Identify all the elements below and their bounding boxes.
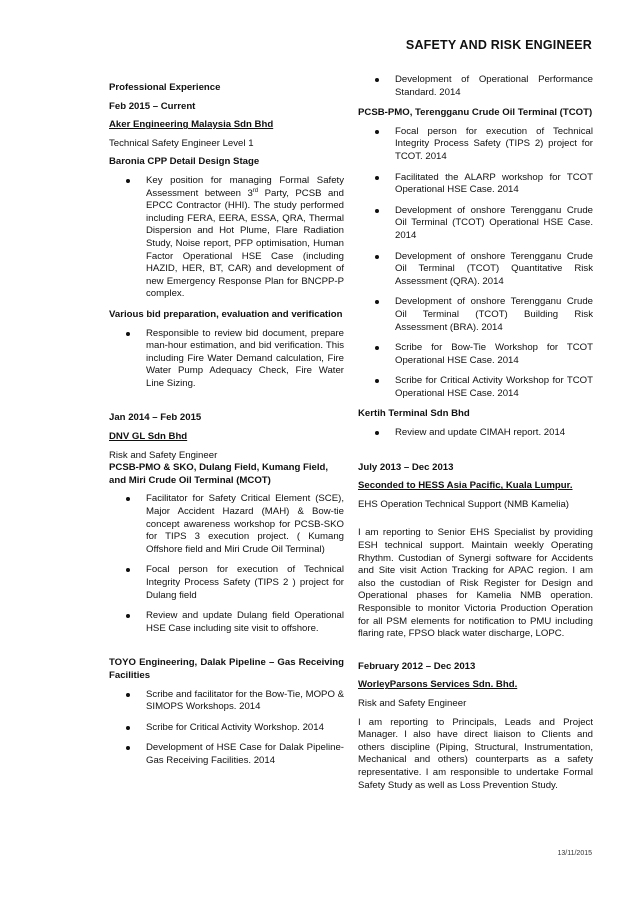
bullet-icon bbox=[126, 497, 130, 501]
project-title: TOYO Engineering, Dalak Pipeline – Gas Receiving Facilities bbox=[109, 657, 344, 681]
list-item-text: Development of Operational Performance Standard. 2014 bbox=[395, 74, 593, 98]
list-item bbox=[358, 126, 593, 164]
list-item-text: Responsible to review bid document, prepare man-hour estimation, and bid verification. This including Fire Water Demand calculation, Fire Water Pump Adequacy Check, Fire Water Line Sizing. bbox=[146, 327, 344, 389]
project-title: PCSB-PMO, Terengganu Crude Oil Terminal (TCOT) bbox=[358, 107, 593, 119]
list-item bbox=[358, 74, 593, 99]
project-title: Baronia CPP Detail Design Stage bbox=[109, 156, 260, 168]
list-item-text: Scribe for Critical Activity Workshop. 2014 bbox=[146, 721, 324, 733]
bullet-icon bbox=[375, 346, 379, 350]
bullet-icon bbox=[126, 568, 130, 572]
job-period: Jan 2014 – Feb 2015 bbox=[109, 412, 202, 424]
list-item bbox=[358, 342, 593, 367]
right-column bbox=[358, 74, 593, 798]
job-role: Risk and Safety Engineer bbox=[358, 697, 467, 709]
list-item bbox=[109, 564, 344, 602]
job-period: July 2013 – Dec 2013 bbox=[358, 461, 454, 473]
bullet-icon bbox=[126, 332, 130, 336]
company-name: Aker Engineering Malaysia Sdn Bhd bbox=[109, 119, 274, 131]
project-title: PCSB-PMO & SKO, Dulang Field, Kumang Field, and Miri Crude Oil Terminal (MCOT) bbox=[109, 462, 329, 486]
section-title: Professional Experience bbox=[109, 82, 221, 93]
bullet-icon bbox=[375, 379, 379, 383]
list-item-text: Development of onshore Terengganu Crude Oil Terminal (TCOT) Quantitative Risk Assessment (QRA). 2014 bbox=[395, 250, 593, 287]
bullet-icon bbox=[126, 614, 130, 618]
project-title: Various bid preparation, evaluation and verification bbox=[109, 308, 343, 320]
company-name: WorleyParsons Services Sdn. Bhd. bbox=[358, 679, 518, 691]
list-item-text: Scribe for Critical Activity Workshop for TCOT Operational HSE Case. 2014 bbox=[395, 375, 593, 399]
list-item bbox=[358, 251, 593, 289]
list-item bbox=[358, 375, 593, 400]
list-item-text: Facilitated the ALARP workshop for TCOT Operational HSE Case. 2014 bbox=[395, 171, 593, 196]
list-item-text: Development of HSE Case for Dalak Pipeline-Gas Receiving Facilities. 2014 bbox=[146, 742, 344, 766]
list-item bbox=[109, 689, 344, 714]
bullet-list bbox=[109, 493, 344, 635]
bullet-icon bbox=[126, 726, 130, 730]
bullet-list bbox=[109, 689, 344, 768]
list-item-text: Review and update Dulang field Operational HSE Case including site visit to offshore. bbox=[146, 610, 344, 634]
job-description: I am reporting to Principals, Leads and Project Manager. I also have direct liaison to Clients and others discipline (Piping, Structural, Instrumentation, Mechanical and others) counterparts as a safety representative. I am responsible to undertake Formal Safety Study as well as Loss Prevention Study. bbox=[358, 716, 593, 791]
list-item bbox=[358, 296, 593, 334]
bullet-icon bbox=[375, 300, 379, 304]
left-column bbox=[109, 73, 344, 776]
bullet-icon bbox=[375, 255, 379, 259]
bullet-icon bbox=[375, 431, 379, 435]
bullet-list bbox=[109, 328, 344, 391]
bullet-list bbox=[358, 427, 593, 440]
list-item bbox=[358, 427, 593, 440]
list-item bbox=[358, 205, 593, 243]
list-item-text: Development of onshore Terengganu Crude Oil Terminal (TCOT) Building Risk Assessment (BRA). 2014 bbox=[395, 296, 593, 333]
company-name: DNV GL Sdn Bhd bbox=[109, 431, 188, 443]
job-period: February 2012 – Dec 2013 bbox=[358, 660, 476, 672]
list-item-text: Focal person for execution of Technical Integrity Process Safety (TIPS 2 ) project for Dulang field bbox=[146, 564, 344, 601]
company-name: Seconded to HESS Asia Pacific, Kuala Lumpur. bbox=[358, 480, 573, 492]
list-item bbox=[109, 493, 344, 556]
bullet-icon bbox=[375, 176, 379, 180]
bullet-icon bbox=[375, 209, 379, 213]
bullet-list bbox=[109, 175, 344, 301]
list-item bbox=[109, 175, 344, 301]
project-title: Kertih Terminal Sdn Bhd bbox=[358, 408, 470, 420]
list-item-text: Review and update CIMAH report. 2014 bbox=[395, 427, 566, 439]
document-header-title: SAFETY AND RISK ENGINEER bbox=[405, 38, 592, 52]
list-item bbox=[109, 610, 344, 635]
list-item bbox=[109, 742, 344, 767]
list-item-text: Scribe for Bow-Tie Workshop for TCOT Operational HSE Case. 2014 bbox=[395, 342, 593, 366]
list-item-text: Key position for managing Formal Safety Assessment between 3rd Party, PCSB and EPCC Contractor (HHI). The study performed including FERA, EERA, ESSA, QRA, Thermal Dispersion and Hot Plume, Flare Radiation Study, Noise report, PFP optimisation, Human Factor Operational HSE Case (including HAZID, HER, BT, CAR) and development of new Emergency Response Plan for BNCPP-P complex. bbox=[146, 174, 344, 300]
list-item bbox=[109, 328, 344, 391]
bullet-list bbox=[358, 74, 593, 99]
list-item bbox=[358, 172, 593, 197]
bullet-icon bbox=[375, 78, 379, 82]
bullet-icon bbox=[126, 693, 130, 697]
bullet-icon bbox=[375, 130, 379, 134]
list-item-text: Scribe and facilitator for the Bow-Tie, MOPO & SIMOPS Workshops. 2014 bbox=[146, 688, 344, 713]
list-item bbox=[109, 722, 344, 735]
job-role: Technical Safety Engineer Level 1 bbox=[109, 137, 254, 149]
bullet-icon bbox=[126, 746, 130, 750]
job-role: Risk and Safety Engineer bbox=[109, 449, 218, 461]
job-period: Feb 2015 – Current bbox=[109, 100, 196, 112]
list-item-text: Focal person for execution of Technical Integrity Process Safety (TIPS 2) project for TCOT. 2014 bbox=[395, 125, 593, 162]
list-item-text: Development of onshore Terengganu Crude Oil Terminal (TCOT) Operational HSE Case. 2014 bbox=[395, 204, 593, 241]
list-item-text: Facilitator for Safety Critical Element (SCE), Major Accident Hazard (MAH) & Bow-tie concept awareness workshop for PCSB-SKO for TIPS 3 execution project. ( Kumang Offshore field and Miri Crude Oil Terminal) bbox=[146, 493, 344, 555]
job-description: I am reporting to Senior EHS Specialist by providing ESH technical support. Maintain weekly Operating Rhythm. Custodian of Synergi software for Accidents and Site visit Action Tracking for APAC region. I am also the custodian of Risk Register for Design and Operational phases for Kamelia NMB operation. Responsible to monitor Victoria Production Operation for all PSM elements for notification to PMU including flaring rate, FPSO black water discharge, LOPC. bbox=[358, 527, 593, 640]
footer-date: 13/11/2015 bbox=[557, 850, 592, 857]
job-role: EHS Operation Technical Support (NMB Kamelia) bbox=[358, 498, 569, 510]
bullet-icon bbox=[126, 179, 130, 183]
bullet-list bbox=[358, 126, 593, 401]
